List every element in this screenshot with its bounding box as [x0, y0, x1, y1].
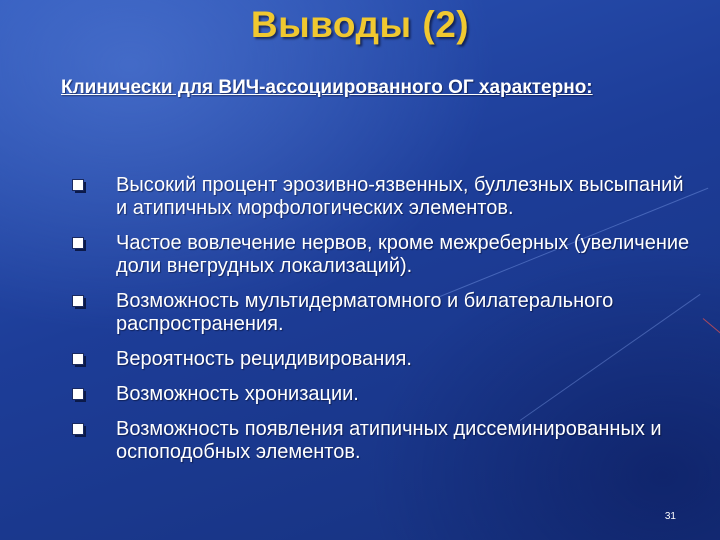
bullet-item [72, 174, 692, 220]
bullet-item [72, 290, 692, 336]
checkbox-bullet-icon [72, 179, 87, 194]
bullet-text: Вероятность рецидивирования. [116, 348, 412, 370]
bullet-item [72, 232, 692, 278]
checkbox-bullet-icon [72, 388, 87, 403]
bullet-list [72, 174, 692, 476]
checkbox-bullet-icon [72, 423, 87, 438]
bullet-text: Высокий процент эрозивно-язвенных, буллезных высыпаний и атипичных морфологических элементов. [116, 174, 684, 219]
slide-subtitle: Клинически для ВИЧ-ассоциированного ОГ характерно: [61, 77, 593, 98]
checkbox-bullet-icon [72, 353, 87, 368]
bullet-text: Частое вовлечение нервов, кроме межреберных (увеличение доли внегрудных локализаций). [116, 232, 690, 277]
bullet-item [72, 383, 692, 406]
slide-title: Выводы (2) [250, 4, 470, 45]
page-number: 31 [664, 511, 676, 522]
bullet-item [72, 348, 692, 371]
decorative-streak [703, 318, 720, 334]
bullet-text: Возможность хронизации. [116, 383, 359, 405]
bullet-text: Возможность появления атипичных диссеминированных и оспоподобных элементов. [116, 418, 662, 463]
checkbox-bullet-icon [72, 237, 87, 252]
bullet-text: Возможность мультидерматомного и билатерального распространения. [116, 290, 614, 335]
bullet-item [72, 418, 692, 464]
checkbox-bullet-icon [72, 295, 87, 310]
